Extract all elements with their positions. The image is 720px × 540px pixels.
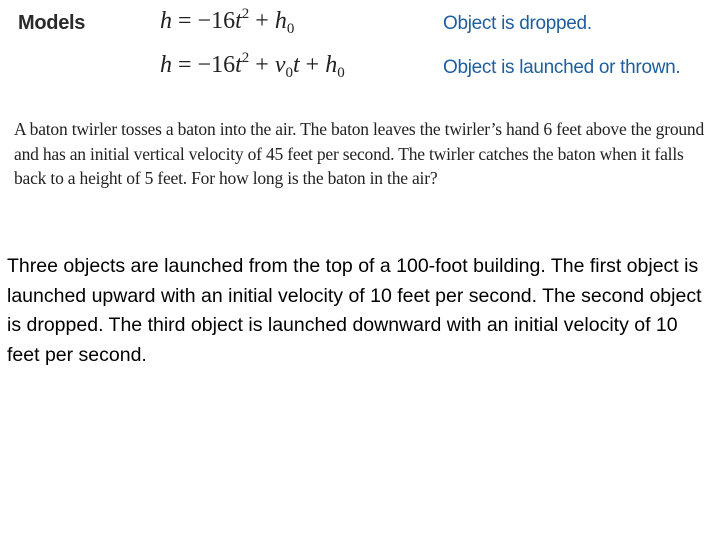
- formula-var-h: h: [160, 8, 172, 34]
- models-label: Models: [18, 12, 86, 34]
- formula-var-v: v: [274, 52, 286, 78]
- baton-problem-text: A baton twirler tosses a baton into the air. The baton leaves the twirler’s hand 6 feet above the ground and has an initial vertical velocity of 45 feet per second. The twirler catches the baton when it falls back to a height of 5 feet. For how long is the baton in the air?: [14, 119, 705, 188]
- formula-equals: =: [178, 52, 192, 78]
- formula-plus: +: [255, 8, 269, 34]
- formula-coef: −16: [197, 52, 236, 78]
- formula-coef: −16: [197, 8, 236, 34]
- formula-dropped-description: Object is dropped.: [443, 13, 592, 34]
- formula-v-subscript: 0: [285, 65, 293, 81]
- formula-var-h: h: [160, 52, 172, 78]
- formula-exponent: 2: [241, 6, 250, 22]
- formula-launched: [160, 52, 345, 79]
- formula-exponent: 2: [241, 50, 250, 66]
- formula-plus2: +: [305, 52, 320, 78]
- formula-var-h0: h: [274, 8, 287, 34]
- building-problem-text: Three objects are launched from the top of a 100-foot building. The first object is launched upward with an initial velocity of 10 feet per second. The second object is dropped. The third object is launched downward with an initial velocity of 10 feet per second.: [7, 255, 702, 366]
- formula-launched-description: Object is launched or thrown.: [443, 57, 681, 78]
- formula-var-t: t: [235, 52, 242, 78]
- formula-equals: =: [178, 8, 192, 34]
- formula-var-h0: h: [325, 52, 338, 78]
- formula-var-t: t: [235, 8, 242, 34]
- formula-h0-subscript: 0: [286, 21, 295, 37]
- formula-var-t2: t: [292, 52, 300, 78]
- formula-plus: +: [255, 52, 269, 78]
- formula-h0-subscript: 0: [337, 65, 345, 81]
- formula-dropped: [160, 8, 294, 35]
